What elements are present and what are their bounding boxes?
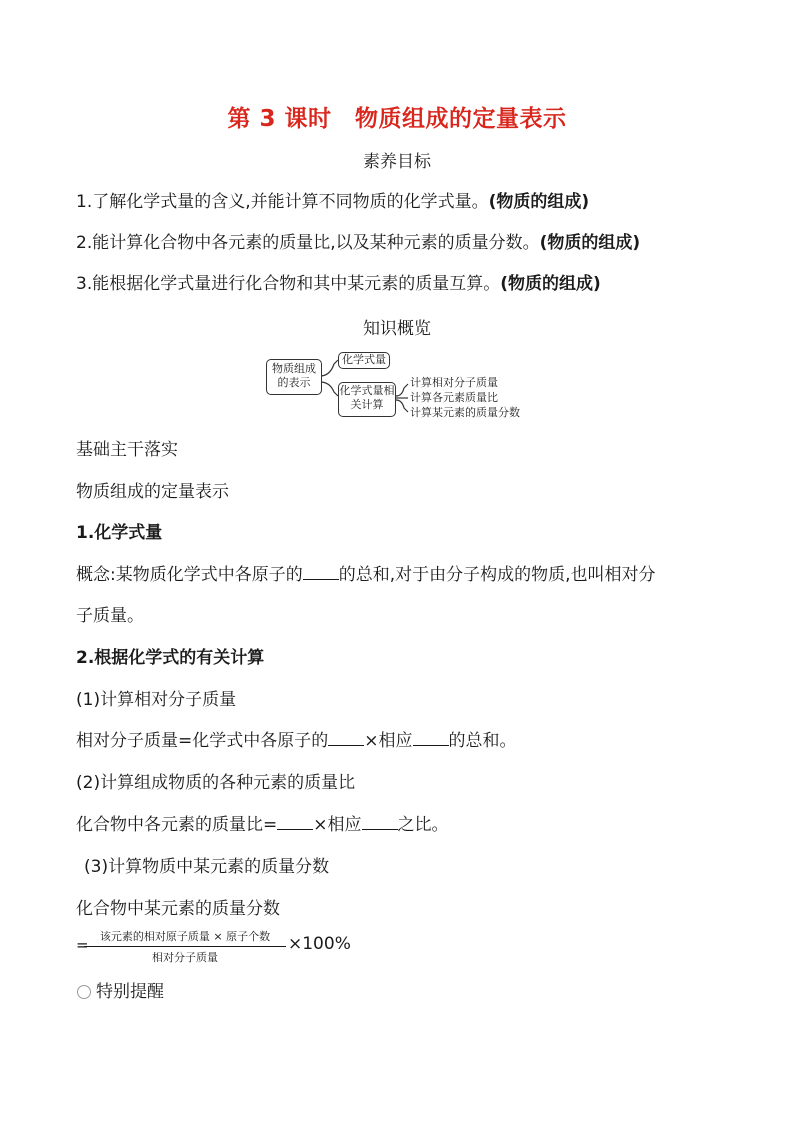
heading-1: 1.化学式量 [76,523,163,543]
sub-heading-1: (1)计算相对分子质量 [76,690,237,710]
sub-heading-2: (2)计算组成物质的各种元素的质量比 [76,773,356,793]
goal-tag: (物质的组成) [488,192,590,212]
overview-heading: 知识概览 [363,319,431,339]
section-heading: 基础主干落实 [76,440,178,460]
goal-item-2 [76,231,640,255]
concept-line [76,563,656,587]
concept-line-cont: 子质量。 [76,606,144,626]
formula-equals: = [76,936,89,954]
section-topic: 物质组成的定量表示 [76,482,229,502]
map-branch-1: 化学式量 [338,352,390,369]
formula-line-1 [76,729,517,753]
heading-2: 2.根据化学式的有关计算 [76,648,265,668]
map-leaf-3: 计算某元素的质量分数 [410,406,520,419]
mass-fraction-formula [76,928,376,968]
formula-text: ×相应 [313,815,362,835]
fill-blank[interactable] [303,563,339,580]
fill-blank[interactable] [328,729,364,746]
fill-blank[interactable] [362,813,398,830]
goal-text: 1.了解化学式量的含义,并能计算不同物质的化学式量。 [76,192,489,212]
formula-tail: ×100% [288,934,351,954]
fill-blank[interactable] [413,729,449,746]
formula-text: ×相应 [364,731,413,751]
map-leaf-1: 计算相对分子质量 [410,376,498,389]
formula-text: 相对分子质量=化学式中各原子的 [76,731,329,751]
map-leaf-2: 计算各元素质量比 [410,391,498,404]
map-root: 物质组成的表示 [266,359,322,395]
concept-text: 概念:某物质化学式中各原子的 [76,565,303,585]
formula-fraction [84,928,286,965]
tip-icon [77,985,91,999]
formula-text: 之比。 [397,815,449,835]
goal-text: 2.能计算化合物中各元素的质量比,以及某种元素的质量分数。 [76,233,540,253]
page-title: 第 3 课时 物质组成的定量表示 [227,106,567,132]
fill-blank[interactable] [277,813,313,830]
concept-text: 的总和,对于由分子构成的物质,也叫相对分 [338,565,656,585]
goal-text: 3.能根据化学式量进行化合物和其中某元素的质量互算。 [76,274,501,294]
map-branch-2: 化学式量相关计算 [338,382,396,417]
goal-item-3 [76,272,601,296]
formula-text: 化合物中各元素的质量比= [76,815,278,835]
goal-item-1 [76,190,589,214]
concept-map [264,352,544,424]
goal-tag: (物质的组成) [500,274,601,294]
formula-numerator: 该元素的相对原子质量 × 原子个数 [99,930,271,943]
formula-line-2 [76,813,449,837]
fraction-bar [84,946,286,947]
formula-text: 的总和。 [448,731,517,751]
goals-heading: 素养目标 [363,152,431,172]
formula-line-3: 化合物中某元素的质量分数 [76,899,280,919]
sub-heading-3: (3)计算物质中某元素的质量分数 [84,857,330,877]
goal-tag: (物质的组成) [539,233,641,253]
tip-label: 特别提醒 [96,982,164,1002]
formula-denominator: 相对分子质量 [152,951,218,964]
